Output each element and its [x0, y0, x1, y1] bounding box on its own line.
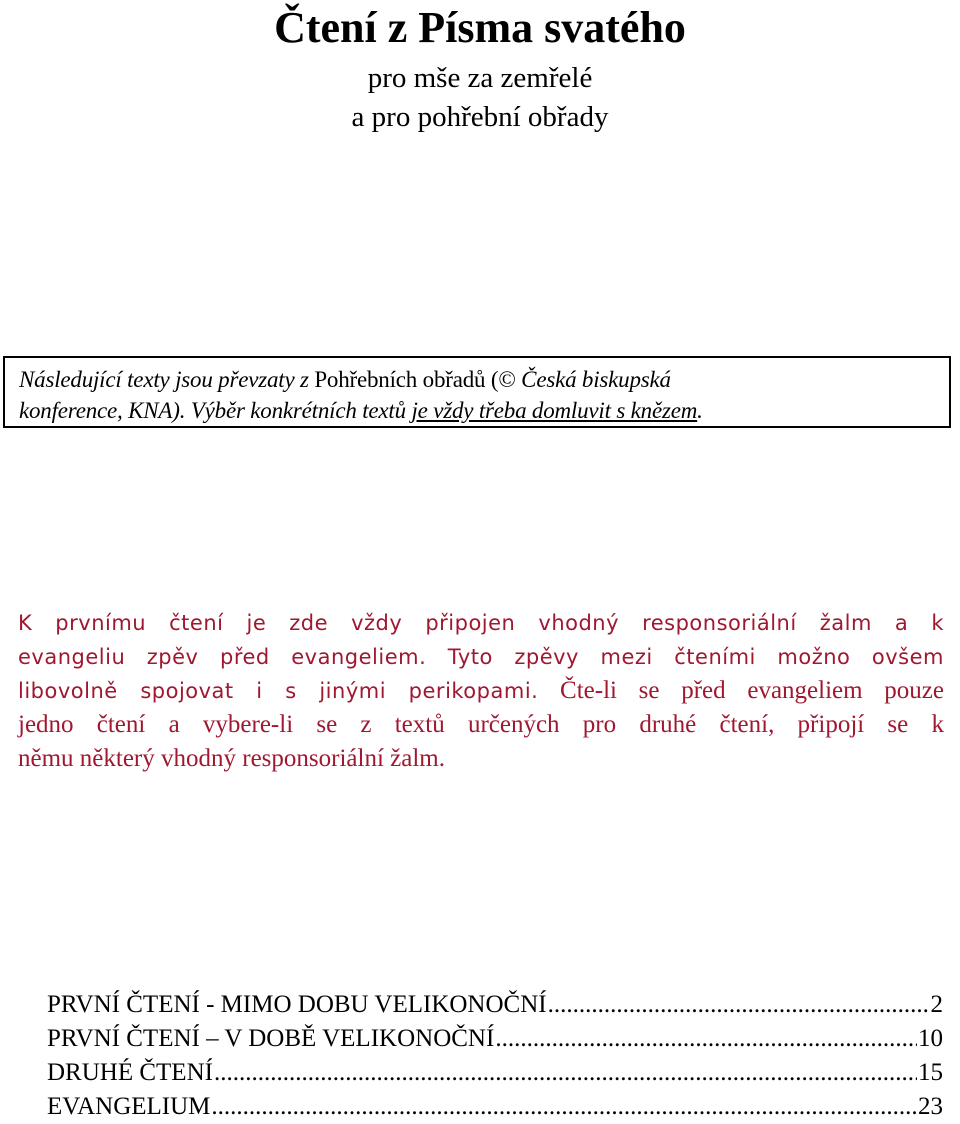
subtitle-line-2: a pro pohřební obřady — [351, 101, 609, 133]
notice-text: Česká biskupská — [515, 367, 671, 392]
notice-box — [3, 356, 951, 428]
copyright-symbol: © — [498, 367, 516, 392]
notice-source-title: Pohřebních obřadů — [314, 367, 486, 392]
toc-leader-dots — [495, 1022, 917, 1056]
intro-paragraph — [18, 606, 944, 776]
notice-underlined-text: je vždy třeba domluvit s knězem — [411, 398, 698, 423]
notice-text: ( — [485, 367, 499, 392]
toc-page-number: 23 — [918, 1093, 943, 1120]
subtitle-line-1: pro mše za zemřelé — [367, 62, 593, 94]
intro-text-serif: Čte-li se před evangeliem pouze — [538, 677, 944, 704]
toc-page-number: 2 — [930, 991, 943, 1018]
intro-text-sans: libovolně spojovat i s jinými perikopami. — [18, 679, 539, 703]
page-title: Čtení z Písma svatého — [274, 3, 686, 52]
notice-text: . — [697, 398, 703, 423]
toc-title: PRVNÍ ČTENÍ – V DOBĚ VELIKONOČNÍ — [47, 1025, 495, 1052]
toc-title: PRVNÍ ČTENÍ - MIMO DOBU VELIKONOČNÍ — [47, 991, 547, 1018]
table-of-contents — [47, 988, 943, 1124]
toc-row[interactable] — [47, 988, 943, 1022]
intro-line: němu některý vhodný responsoriální žalm. — [18, 745, 445, 772]
toc-title: DRUHÉ ČTENÍ — [47, 1059, 213, 1086]
intro-line — [18, 674, 944, 708]
notice-line-1 — [19, 364, 935, 395]
toc-leader-dots — [211, 1090, 917, 1124]
intro-line: K prvnímu čtení je zde vždy připojen vhodný responsoriální žalm a k — [18, 611, 944, 635]
toc-page-number: 15 — [918, 1059, 943, 1086]
toc-row[interactable] — [47, 1056, 943, 1090]
toc-page-number: 10 — [918, 1025, 943, 1052]
toc-title: EVANGELIUM — [47, 1093, 211, 1120]
toc-row[interactable] — [47, 1022, 943, 1056]
notice-text: konference, KNA). Výběr konkrétních textů — [19, 398, 412, 423]
intro-line: evangeliu zpěv před evangeliem. Tyto zpěvy mezi čteními možno ovšem — [18, 645, 944, 669]
notice-line-2 — [19, 395, 935, 426]
intro-line: jedno čtení a vybere-li se z textů určených pro druhé čtení, připojí se k — [18, 711, 944, 738]
toc-leader-dots — [548, 988, 930, 1022]
toc-row[interactable] — [47, 1090, 943, 1124]
notice-text: Následující texty jsou převzaty z — [19, 367, 315, 392]
toc-leader-dots — [214, 1056, 917, 1090]
